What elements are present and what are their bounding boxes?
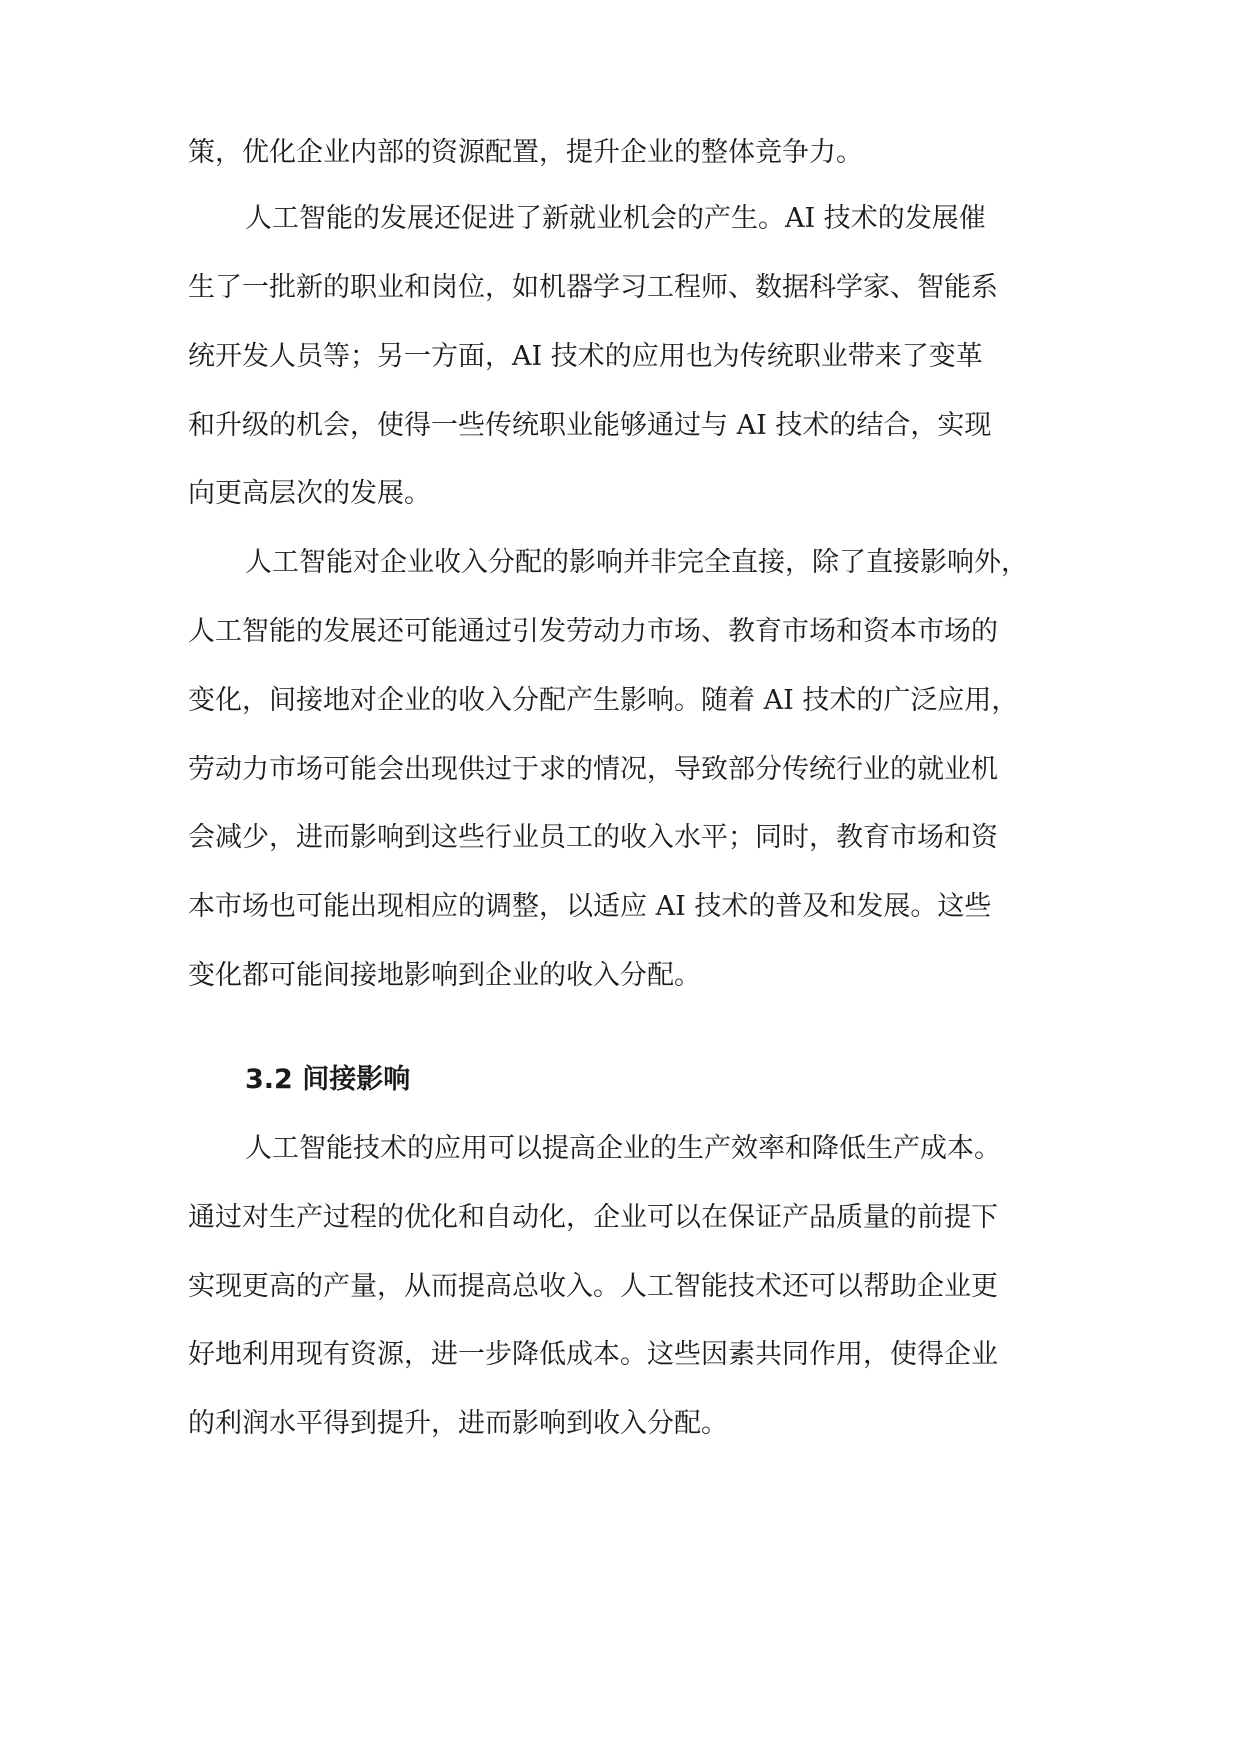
section-heading: 3.2 间接影响	[245, 1064, 411, 1095]
section-line-1: 人工智能技术的应用可以提高企业的生产效率和降低生产成本。	[245, 1133, 1001, 1164]
section-line-5: 的利润水平得到提升，进而影响到收入分配。	[188, 1408, 728, 1439]
paragraph-2-line-3: 统开发人员等；另一方面，AI 技术的应用也为传统职业带来了变革	[188, 341, 983, 372]
paragraph-1-line-1: 策，优化企业内部的资源配置，提升企业的整体竞争力。	[188, 137, 863, 168]
paragraph-3-line-3: 变化，间接地对企业的收入分配产生影响。随着 AI 技术的广泛应用，	[188, 685, 1019, 716]
section-line-2: 通过对生产过程的优化和自动化，企业可以在保证产品质量的前提下	[188, 1202, 998, 1233]
paragraph-3-line-2: 人工智能的发展还可能通过引发劳动力市场、教育市场和资本市场的	[188, 616, 998, 647]
paragraph-3-line-6: 本市场也可能出现相应的调整，以适应 AI 技术的普及和发展。这些	[188, 891, 992, 922]
paragraph-2-line-1: 人工智能的发展还促进了新就业机会的产生。AI 技术的发展催	[245, 203, 986, 234]
section-line-3: 实现更高的产量，从而提高总收入。人工智能技术还可以帮助企业更	[188, 1271, 998, 1302]
paragraph-3-line-5: 会减少，进而影响到这些行业员工的收入水平；同时，教育市场和资	[188, 822, 998, 853]
paragraph-2-line-2: 生了一批新的职业和岗位，如机器学习工程师、数据科学家、智能系	[188, 272, 998, 303]
paragraph-2-line-4: 和升级的机会，使得一些传统职业能够通过与 AI 技术的结合，实现	[188, 410, 992, 441]
paragraph-3-line-4: 劳动力市场可能会出现供过于求的情况，导致部分传统行业的就业机	[188, 754, 998, 785]
paragraph-3-line-7: 变化都可能间接地影响到企业的收入分配。	[188, 960, 701, 991]
paragraph-2-line-5: 向更高层次的发展。	[188, 478, 431, 509]
section-line-4: 好地利用现有资源，进一步降低成本。这些因素共同作用，使得企业	[188, 1339, 998, 1370]
paragraph-3-line-1: 人工智能对企业收入分配的影响并非完全直接，除了直接影响外，	[245, 547, 1028, 578]
